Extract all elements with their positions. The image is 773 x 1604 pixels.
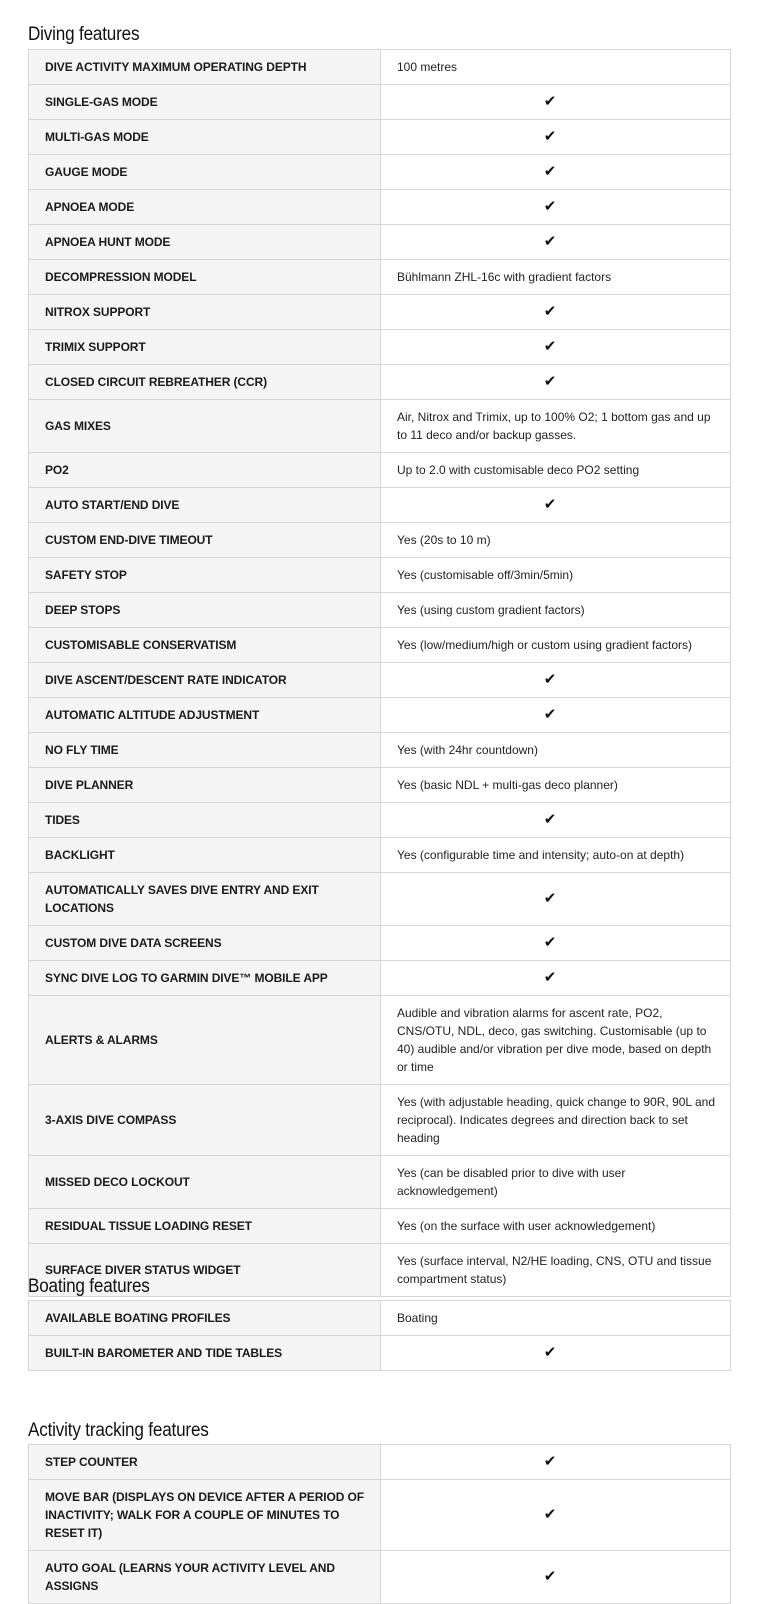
feature-value-check [381,663,731,698]
checkmark-icon: ✔ [543,163,557,180]
feature-label: DIVE ASCENT/DESCENT RATE INDICATOR [29,663,381,698]
feature-label: TRIMIX SUPPORT [29,330,381,365]
table-row [29,558,731,593]
feature-label: AVAILABLE BOATING PROFILES [29,1301,381,1336]
table-row [29,1336,731,1371]
table-row [29,1209,731,1244]
boating-features-table [28,1300,731,1371]
feature-value: Audible and vibration alarms for ascent rate, PO2, CNS/OTU, NDL, deco, gas switching. Customisable (up to 40) audible and/or vibration per dive mode, based on depth or time [381,996,731,1085]
table-row [29,1301,731,1336]
checkmark-icon: ✔ [543,1453,557,1470]
table-row [29,838,731,873]
feature-label: NO FLY TIME [29,733,381,768]
feature-value: Boating [381,1301,731,1336]
feature-label: GAUGE MODE [29,155,381,190]
table-row [29,488,731,523]
feature-label: SINGLE-GAS MODE [29,85,381,120]
feature-label: MULTI-GAS MODE [29,120,381,155]
table-row [29,295,731,330]
checkmark-icon: ✔ [543,969,557,986]
feature-value-check [381,155,731,190]
feature-value: Yes (can be disabled prior to dive with user acknowledgement) [381,1156,731,1209]
section-title-activity-tracking: Activity tracking features [28,1419,209,1441]
feature-value: 100 metres [381,50,731,85]
feature-label: 3-AXIS DIVE COMPASS [29,1085,381,1156]
feature-value-check [381,803,731,838]
feature-label: BUILT-IN BAROMETER AND TIDE TABLES [29,1336,381,1371]
table-row [29,873,731,926]
feature-label: SURFACE DIVER STATUS WIDGET [29,1244,381,1297]
feature-value-check [381,961,731,996]
feature-label: DECOMPRESSION MODEL [29,260,381,295]
feature-label: APNOEA MODE [29,190,381,225]
table-row [29,120,731,155]
table-row [29,698,731,733]
feature-label: APNOEA HUNT MODE [29,225,381,260]
feature-value-check [381,1445,731,1480]
table-row [29,330,731,365]
checkmark-icon: ✔ [543,671,557,688]
feature-value: Yes (configurable time and intensity; auto-on at depth) [381,838,731,873]
feature-label: AUTOMATICALLY SAVES DIVE ENTRY AND EXIT LOCATIONS [29,873,381,926]
table-row [29,663,731,698]
checkmark-icon: ✔ [543,706,557,723]
feature-label: SAFETY STOP [29,558,381,593]
table-row [29,996,731,1085]
table-row [29,260,731,295]
feature-value-check [381,330,731,365]
feature-label: SYNC DIVE LOG TO GARMIN DIVE™ MOBILE APP [29,961,381,996]
feature-value: Yes (20s to 10 m) [381,523,731,558]
feature-value: Yes (with 24hr countdown) [381,733,731,768]
table-row [29,1156,731,1209]
feature-value-check [381,926,731,961]
feature-label: STEP COUNTER [29,1445,381,1480]
checkmark-icon: ✔ [543,1344,557,1361]
checkmark-icon: ✔ [543,303,557,320]
feature-label: BACKLIGHT [29,838,381,873]
table-row [29,50,731,85]
feature-label: DIVE PLANNER [29,768,381,803]
feature-value-check [381,85,731,120]
feature-value-check [381,1480,731,1551]
table-row [29,85,731,120]
table-row [29,733,731,768]
feature-label: DIVE ACTIVITY MAXIMUM OPERATING DEPTH [29,50,381,85]
feature-value: Bühlmann ZHL-16c with gradient factors [381,260,731,295]
activity-tracking-features-table [28,1444,731,1604]
feature-value: Yes (surface interval, N2/HE loading, CNS, OTU and tissue compartment status) [381,1244,731,1297]
feature-value: Yes (on the surface with user acknowledgement) [381,1209,731,1244]
table-row [29,1445,731,1480]
table-row [29,1551,731,1604]
diving-features-table [28,49,731,1297]
feature-label: CUSTOM DIVE DATA SCREENS [29,926,381,961]
feature-label: CUSTOM END-DIVE TIMEOUT [29,523,381,558]
feature-label: MISSED DECO LOCKOUT [29,1156,381,1209]
feature-label: CUSTOMISABLE CONSERVATISM [29,628,381,663]
checkmark-icon: ✔ [543,93,557,110]
feature-value: Yes (customisable off/3min/5min) [381,558,731,593]
feature-label: AUTO START/END DIVE [29,488,381,523]
feature-label: AUTO GOAL (LEARNS YOUR ACTIVITY LEVEL AND ASSIGNS [29,1551,381,1604]
checkmark-icon: ✔ [543,373,557,390]
feature-value-check [381,873,731,926]
feature-value: Up to 2.0 with customisable deco PO2 setting [381,453,731,488]
table-row [29,803,731,838]
feature-label: TIDES [29,803,381,838]
feature-value-check [381,698,731,733]
feature-label: RESIDUAL TISSUE LOADING RESET [29,1209,381,1244]
feature-label: MOVE BAR (DISPLAYS ON DEVICE AFTER A PERIOD OF INACTIVITY; WALK FOR A COUPLE OF MINUTES TO RESET IT) [29,1480,381,1551]
table-row [29,593,731,628]
feature-value-check [381,365,731,400]
feature-label: ALERTS & ALARMS [29,996,381,1085]
table-row [29,926,731,961]
feature-value: Yes (low/medium/high or custom using gradient factors) [381,628,731,663]
checkmark-icon: ✔ [543,1506,557,1523]
feature-value-check [381,120,731,155]
table-row [29,1480,731,1551]
checkmark-icon: ✔ [543,811,557,828]
checkmark-icon: ✔ [543,1568,557,1585]
feature-label: DEEP STOPS [29,593,381,628]
table-row [29,961,731,996]
feature-value-check [381,1551,731,1604]
feature-value: Yes (basic NDL + multi-gas deco planner) [381,768,731,803]
feature-label: GAS MIXES [29,400,381,453]
table-row [29,225,731,260]
section-title-diving: Diving features [28,23,140,45]
checkmark-icon: ✔ [543,198,557,215]
feature-label: NITROX SUPPORT [29,295,381,330]
feature-value-check [381,488,731,523]
table-row [29,1085,731,1156]
checkmark-icon: ✔ [543,496,557,513]
feature-value-check [381,190,731,225]
checkmark-icon: ✔ [543,890,557,907]
feature-label: PO2 [29,453,381,488]
checkmark-icon: ✔ [543,233,557,250]
table-row [29,190,731,225]
feature-value-check [381,225,731,260]
table-row [29,453,731,488]
table-row [29,400,731,453]
table-row [29,768,731,803]
checkmark-icon: ✔ [543,338,557,355]
checkmark-icon: ✔ [543,128,557,145]
feature-label: CLOSED CIRCUIT REBREATHER (CCR) [29,365,381,400]
feature-value-check [381,295,731,330]
feature-value: Yes (with adjustable heading, quick change to 90R, 90L and reciprocal). Indicates degrees and direction back to set heading [381,1085,731,1156]
table-row [29,628,731,663]
feature-value-check [381,1336,731,1371]
feature-value: Yes (using custom gradient factors) [381,593,731,628]
section-title-boating: Boating features [28,1275,150,1297]
table-row [29,155,731,190]
table-row [29,365,731,400]
feature-label: AUTOMATIC ALTITUDE ADJUSTMENT [29,698,381,733]
feature-value: Air, Nitrox and Trimix, up to 100% O2; 1 bottom gas and up to 11 deco and/or backup gasses. [381,400,731,453]
table-row [29,523,731,558]
checkmark-icon: ✔ [543,934,557,951]
